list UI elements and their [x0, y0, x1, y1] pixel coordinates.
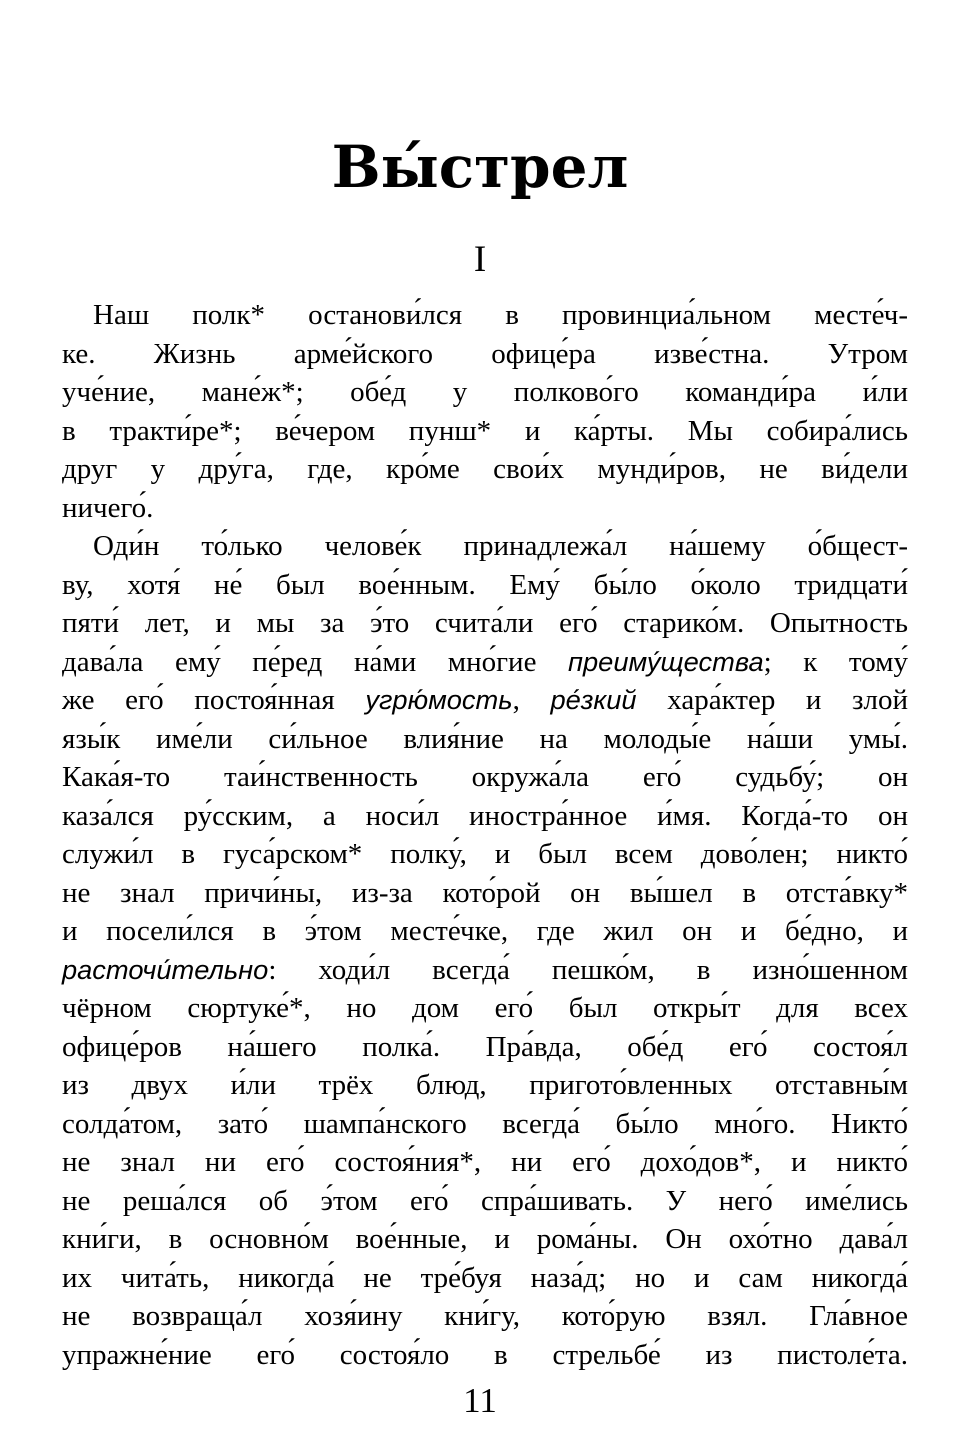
text-segment: каза́лся ру́сским, а носи́л иностра́нное и́мя. Когда́-то он: [62, 799, 908, 832]
text-segment: ; к тому́: [763, 645, 908, 678]
text-line: [62, 604, 908, 643]
text-segment: же его́ постоя́нная: [62, 684, 366, 716]
text-segment: ву, хотя́ не́ был вое́нным. Ему́ бы́ло о́коло тридцати́: [62, 568, 908, 601]
italic-term: преиму́щества: [568, 645, 764, 677]
text-line: [62, 1259, 908, 1298]
text-segment: ке. Жизнь арме́йского офице́ра изве́стна. Утром: [62, 337, 908, 370]
text-line: [62, 527, 908, 566]
text-segment: в тракти́ре*; ве́чером пунш* и ка́рты. Мы собира́лись: [62, 414, 908, 447]
text-segment: : ходи́л всегда́ пешко́м, в изно́шенном: [268, 953, 908, 986]
text-line: [62, 720, 908, 759]
text-line: [62, 1105, 908, 1144]
paragraph: [62, 296, 908, 527]
text-line: [62, 412, 908, 451]
text-line: [62, 373, 908, 412]
text-segment: служи́л в гуса́рском* полку́, и был всем дово́лен; никто́: [62, 838, 908, 870]
text-line: [62, 335, 908, 374]
text-segment: офице́ров на́шего полка́. Пра́вда, обе́д его́ состоя́л: [62, 1030, 908, 1063]
text-line: [62, 489, 908, 528]
text-segment: дава́ла ему́ пе́ред на́ми мно́гие: [62, 645, 569, 678]
text-segment: их чита́ть, никогда́ не тре́буя наза́д; но и сам никогда́: [62, 1261, 908, 1294]
text-line: [62, 797, 908, 836]
paragraph: [62, 527, 908, 1374]
text-segment: кни́ги, в основно́м вое́нные, и рома́ны. Он охо́тно дава́л: [62, 1223, 908, 1255]
text-line: [62, 835, 908, 874]
text-line: [62, 912, 908, 951]
text-line: [62, 1066, 908, 1105]
text-segment: уче́ние, мане́ж*; обе́д у полково́го команди́ра и́ли: [62, 376, 908, 408]
text-line: [62, 758, 908, 797]
chapter-number: I: [473, 239, 487, 280]
text-segment: не знал ни его́ состоя́ния*, ни его́ дохо́дов*, и никто́: [62, 1146, 908, 1178]
text-segment: упражне́ние его́ состоя́ло в стрельбе́ из пистоле́та.: [62, 1338, 908, 1371]
text-line: [62, 566, 908, 605]
text-line: [62, 1220, 908, 1259]
story-title: Вы́стрел: [331, 133, 629, 201]
text-segment: Кака́я-то таи́нственность окружа́ла его́ судьбу́; он: [62, 761, 908, 793]
text-segment: пяти́ лет, и мы за э́то счита́ли его́ старико́м. Опытность: [62, 607, 908, 639]
italic-term: расточи́тельно: [62, 953, 269, 985]
text-line: [62, 1143, 908, 1182]
text-segment: из двух и́ли трёх блюд, пригото́вленных отставны́м: [62, 1069, 908, 1101]
text-line: [62, 1297, 908, 1336]
text-line: [62, 1336, 908, 1375]
page-number: 11: [463, 1381, 497, 1420]
body-text: [62, 296, 908, 1374]
text-segment: не знал причи́ны, из-за кото́рой он вы́шел в отста́вку*: [62, 876, 908, 909]
text-segment: ничего́.: [62, 491, 154, 524]
text-line: [62, 874, 908, 913]
text-segment: Наш полк* останови́лся в провинциа́льном месте́ч-: [93, 299, 908, 331]
text-segment: ,: [512, 684, 551, 716]
text-segment: и посели́лся в э́том месте́чке, где жил он и бе́дно, и: [62, 915, 908, 947]
text-line: [62, 681, 908, 720]
text-segment: Оди́н то́лько челове́к принадлежа́л на́шему о́бщест-: [93, 530, 908, 562]
italic-term: угрю́мость: [365, 684, 513, 715]
italic-term: ре́зкий: [550, 684, 637, 715]
text-line: [62, 296, 908, 335]
text-line: [62, 989, 908, 1028]
text-line: [62, 450, 908, 489]
text-segment: друг у дру́га, где, кро́ме свои́х мунди́ров, не ви́дели: [62, 453, 908, 485]
text-segment: солда́том, зато́ шампа́нского всегда́ бы́ло мно́го. Никто́: [62, 1107, 908, 1140]
text-segment: хара́ктер и злой: [636, 684, 909, 716]
text-line: [62, 1028, 908, 1067]
text-segment: не возвраща́л хозя́ину кни́гу, кото́рую взял. Гла́вное: [62, 1300, 908, 1332]
text-segment: язы́к име́ли си́льное влия́ние на молоды́е на́ши умы́.: [62, 722, 908, 755]
text-line: [62, 1182, 908, 1221]
text-segment: не реша́лся об э́том его́ спра́шивать. У него́ име́лись: [62, 1184, 908, 1217]
text-line: [62, 643, 908, 682]
text-segment: чёрном сюртуке́*, но дом его́ был откры́т для всех: [62, 992, 908, 1024]
text-line: [62, 951, 908, 990]
